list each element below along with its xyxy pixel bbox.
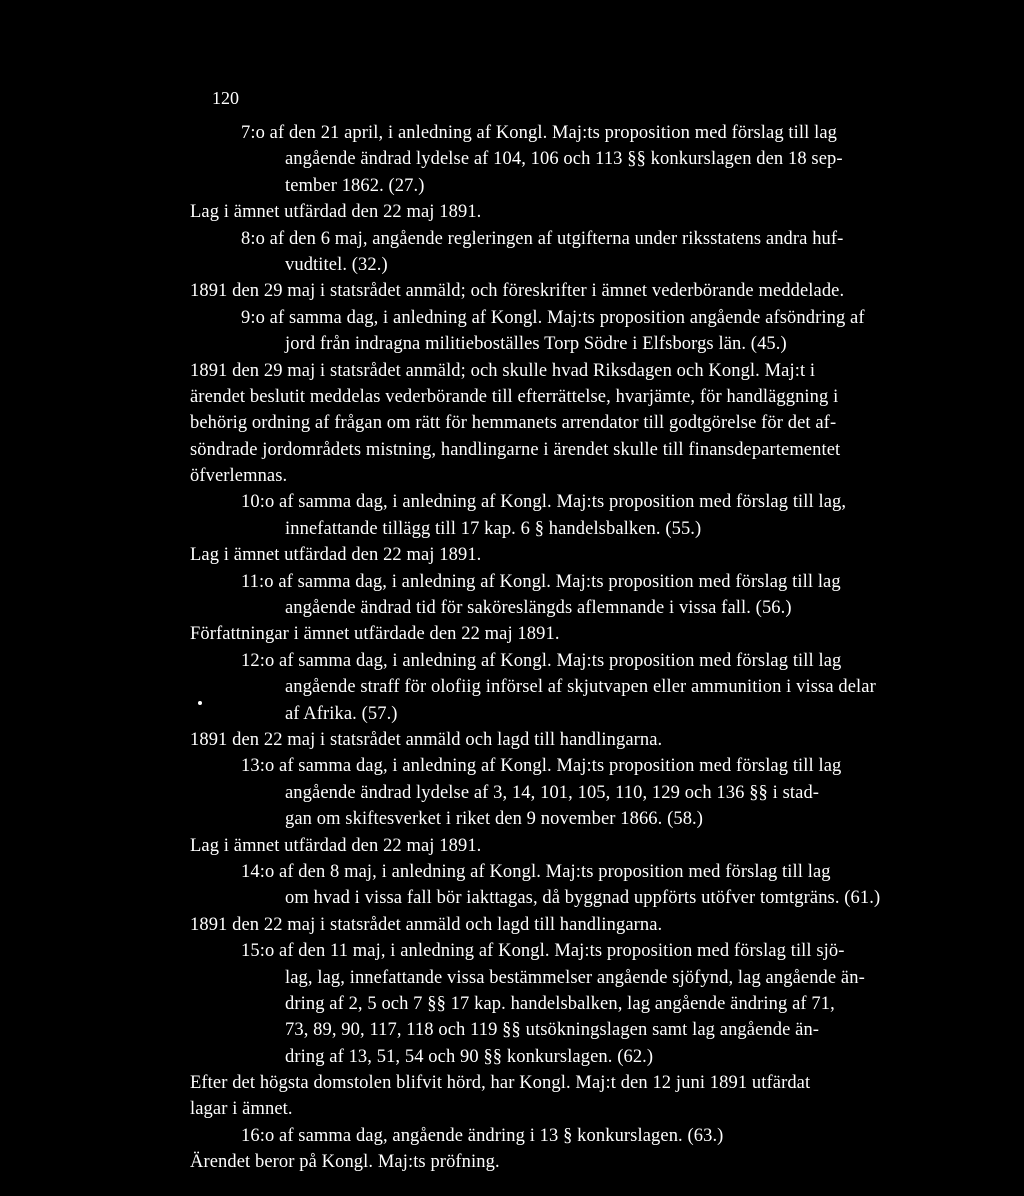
text-line: 1891 den 29 maj i statsrådet anmäld; och föreskrifter i ämnet vederbörande meddelade. [190,281,845,302]
text-line: 73, 89, 90, 117, 118 och 119 §§ utsökningslagen samt lag angående än- [285,1020,820,1041]
text-line: angående straff för olofiig införsel af skjutvapen eller ammunition i vissa delar [285,677,876,698]
text-line: ärendet beslutit meddelas vederbörande till efterrättelse, hvarjämte, för handläggning i [190,386,839,407]
text-line: 7:o af den 21 april, i anledning af Kongl. Maj:ts proposition med förslag till lag [241,123,837,143]
text-line: 9:o af samma dag, i anledning af Kongl. Maj:ts proposition angående afsöndring af [241,307,865,328]
text-line: dring af 2, 5 och 7 §§ 17 kap. handelsbalken, lag angående ändring af 71, [285,993,835,1014]
text-line: angående ändrad tid för saköreslängds aflemnande i vissa fall. (56.) [285,598,792,619]
text-line: behörig ordning af frågan om rätt för hemmanets arrendator till godtgörelse för det af- [190,413,837,434]
text-line: dring af 13, 51, 54 och 90 §§ konkurslagen. (62.) [285,1046,654,1067]
text-line: Lag i ämnet utfärdad den 22 maj 1891. [190,835,482,856]
page-number: 120 [212,88,239,108]
text-line: 10:o af samma dag, i anledning af Kongl. Maj:ts proposition med förslag till lag, [241,492,847,513]
text-line: innefattande tillägg till 17 kap. 6 § handelsbalken. (55.) [285,518,702,539]
text-line: gan om skiftesverket i riket den 9 november 1866. (58.) [285,809,704,830]
text-line: angående ändrad lydelse af 3, 14, 101, 105, 110, 129 och 136 §§ i stad- [285,782,820,803]
text-line: Författningar i ämnet utfärdade den 22 maj 1891. [190,624,560,645]
text-line: Ärendet beror på Kongl. Maj:ts pröfning. [190,1152,500,1173]
text-line: Efter det högsta domstolen blifvit hörd, har Kongl. Maj:t den 12 juni 1891 utfärdat [190,1073,811,1094]
text-line: 15:o af den 11 maj, i anledning af Kongl. Maj:ts proposition med förslag till sjö- [241,941,845,962]
text-line: 11:o af samma dag, i anledning af Kongl. Maj:ts proposition med förslag till lag [241,571,841,592]
text-line: söndrade jordområdets mistning, handlingarne i ärendet skulle till finansdepartementet [190,439,841,460]
text-line: lagar i ämnet. [190,1099,293,1120]
text-line: jord från indragna militieboställes Torp Södre i Elfsborgs län. (45.) [285,334,787,355]
text-line: öfverlemnas. [190,466,288,487]
text-line: 1891 den 22 maj i statsrådet anmäld och lagd till handlingarna. [190,729,663,750]
text-line: Lag i ämnet utfärdad den 22 maj 1891. [190,545,482,566]
text-line: angående ändrad lydelse af 104, 106 och 113 §§ konkurslagen den 18 sep- [285,149,843,170]
text-line: 8:o af den 6 maj, angående regleringen af utgifterna under riksstatens andra huf- [241,228,844,249]
text-line: vudtitel. (32.) [285,254,388,275]
text-line: 1891 den 22 maj i statsrådet anmäld och lagd till handlingarna. [190,914,663,935]
text-line: tember 1862. (27.) [285,175,425,196]
text-line: om hvad i vissa fall bör iakttagas, då byggnad uppförts utöfver tomtgräns. (61.) [285,888,881,909]
text-line: lag, lag, innefattande vissa bestämmelser angående sjöfynd, lag angående än- [285,967,865,988]
text-line: 12:o af samma dag, i anledning af Kongl. Maj:ts proposition med förslag till lag [241,650,842,671]
text-line: 13:o af samma dag, i anledning af Kongl. Maj:ts proposition med förslag till lag [241,756,842,777]
text-line: 1891 den 29 maj i statsrådet anmäld; och skulle hvad Riksdagen och Kongl. Maj:t i [190,360,816,381]
text-line: af Afrika. (57.) [285,703,398,724]
text-line: Lag i ämnet utfärdad den 22 maj 1891. [190,202,482,223]
text-line: 14:o af den 8 maj, i anledning af Kongl. Maj:ts proposition med förslag till lag [241,861,831,882]
document-body [190,120,935,1176]
text-line: 16:o af samma dag, angående ändring i 13 § konkurslagen. (63.) [241,1125,724,1146]
